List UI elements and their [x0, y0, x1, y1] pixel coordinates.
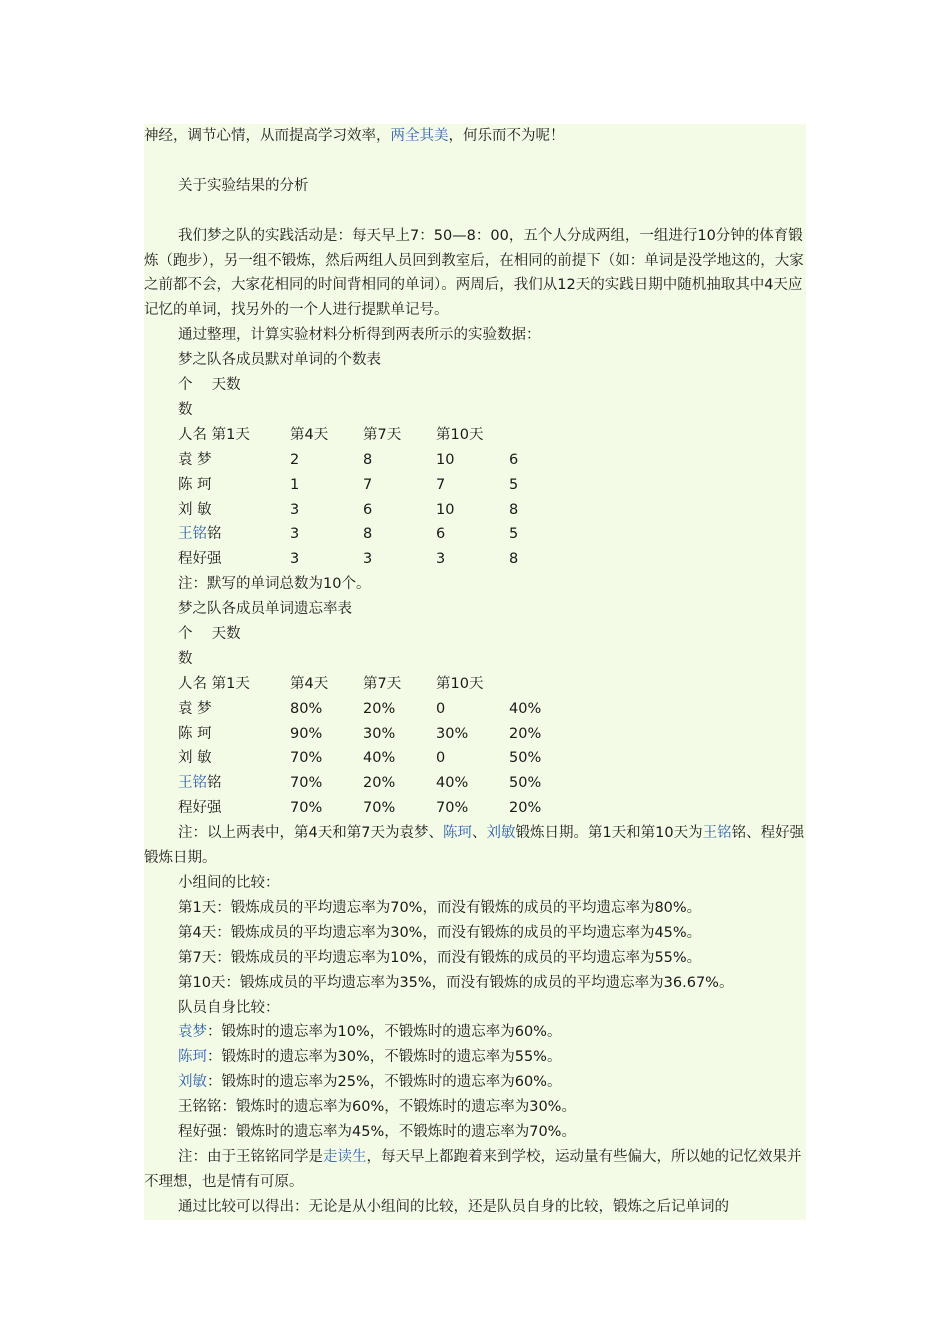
row-cell: 0 — [436, 700, 446, 717]
row-cell: 2 — [290, 451, 300, 468]
table1-header-row — [144, 423, 806, 448]
row-cell: 5 — [509, 476, 519, 493]
self-compare-line — [144, 1070, 806, 1095]
row-cell: 5 — [509, 526, 519, 543]
note-text: 、 — [471, 825, 487, 842]
row-name: 程好强 — [178, 800, 222, 817]
group-compare-line: 第1天：锻炼成员的平均遗忘率为70%，而没有锻炼的成员的平均遗忘率为80%。 — [178, 899, 702, 916]
row-cell: 8 — [363, 526, 373, 543]
group-compare-title: 小组间的比较： — [178, 874, 280, 891]
row-cell: 3 — [290, 501, 300, 518]
note-text: 锻炼日期。第1天和第10天为 — [515, 825, 703, 842]
link-wangming[interactable]: 王铭 — [702, 825, 732, 842]
table1-row — [144, 448, 806, 473]
row-cell: 30% — [363, 725, 396, 742]
link-wangming[interactable]: 王铭 — [178, 775, 207, 792]
table2-header-cell: 人名 第1天 — [178, 675, 250, 692]
table1-row — [144, 522, 806, 547]
row-cell: 40% — [436, 775, 469, 792]
note-commuter — [144, 1145, 806, 1195]
row-cell: 40% — [509, 700, 542, 717]
row-cell: 80% — [290, 700, 323, 717]
row-cell: 50% — [509, 750, 542, 767]
row-cell: 8 — [363, 451, 373, 468]
row-cell: 6 — [436, 526, 446, 543]
row-cell: 70% — [363, 800, 396, 817]
table1-corner-line1: 个 天数 — [178, 377, 241, 394]
row-cell: 6 — [509, 451, 519, 468]
row-cell: 3 — [290, 526, 300, 543]
table2-row — [144, 722, 806, 747]
table2-row — [144, 771, 806, 796]
link-wangming[interactable]: 王铭 — [178, 526, 207, 543]
self-compare-text: ：锻炼时的遗忘率为25%，不锻炼时的遗忘率为60%。 — [207, 1074, 562, 1091]
group-compare-line: 第7天：锻炼成员的平均遗忘率为10%，而没有锻炼的成员的平均遗忘率为55%。 — [178, 949, 702, 966]
table1-header-cell: 人名 第1天 — [178, 426, 250, 443]
row-cell: 70% — [290, 800, 323, 817]
table2-corner-line1: 个 天数 — [178, 626, 241, 642]
row-cell: 1 — [290, 476, 300, 493]
table2-row — [144, 796, 806, 821]
row-cell: 10 — [436, 451, 455, 468]
table1-row — [144, 498, 806, 523]
note-text: 注：由于王铭铭同学是 — [178, 1148, 323, 1165]
intro-line — [144, 124, 806, 149]
row-cell: 30% — [436, 725, 469, 742]
table2-row — [144, 697, 806, 722]
row-cell: 40% — [363, 750, 396, 767]
row-cell: 70% — [436, 800, 469, 817]
row-cell: 10 — [436, 501, 455, 518]
table1-note: 注：默写的单词总数为10个。 — [178, 576, 371, 593]
link-liangquanqimei[interactable]: 两全其美 — [390, 128, 449, 144]
table2-header-cell: 第4天 — [290, 675, 329, 692]
row-cell: 6 — [363, 501, 373, 518]
group-compare-line: 第10天：锻炼成员的平均遗忘率为35%，而没有锻炼的成员的平均遗忘率为36.67%。 — [178, 974, 734, 991]
link-liumin[interactable]: 刘敏 — [178, 1074, 207, 1091]
row-cell: 20% — [363, 700, 396, 717]
conclusion-line: 通过比较可以得出：无论是从小组间的比较，还是队员自身的比较，锻炼之后记单词的 — [178, 1198, 729, 1215]
group-compare-line: 第4天：锻炼成员的平均遗忘率为30%，而没有锻炼的成员的平均遗忘率为45%。 — [178, 924, 702, 941]
self-compare-title: 队员自身比较： — [178, 999, 280, 1016]
table1-corner-line2: 数 — [178, 401, 193, 418]
document-body — [144, 124, 806, 1220]
link-liumin[interactable]: 刘敏 — [486, 825, 516, 842]
note-text: 注：以上两表中，第4天和第7天为袁梦、 — [178, 825, 443, 842]
self-compare-line — [144, 1045, 806, 1070]
table1-header-cell: 第4天 — [290, 426, 329, 443]
link-chenke[interactable]: 陈珂 — [442, 825, 472, 842]
row-name: 陈 珂 — [178, 725, 212, 742]
row-name: 陈 珂 — [178, 476, 212, 493]
self-compare-text: ：锻炼时的遗忘率为10%，不锻炼时的遗忘率为60%。 — [207, 1024, 562, 1041]
table1-header-cell: 第7天 — [363, 426, 402, 443]
row-name: 袁 梦 — [178, 451, 212, 468]
self-compare-line: 王铭铭：锻炼时的遗忘率为60%，不锻炼时的遗忘率为30%。 — [178, 1099, 576, 1116]
table2-row — [144, 746, 806, 771]
table1-header-cell: 第10天 — [436, 426, 484, 443]
table2-header-cell: 第10天 — [436, 675, 484, 692]
link-chenke[interactable]: 陈珂 — [178, 1049, 207, 1066]
row-cell: 20% — [509, 725, 542, 742]
table1-row — [144, 473, 806, 498]
row-cell: 20% — [509, 800, 542, 817]
row-cell: 90% — [290, 725, 323, 742]
row-cell: 8 — [509, 551, 519, 568]
note-text: ，每天早上都跑着来到学校，运动量有些偏大，所以她的记忆效果并不理想，也是情有可原。 — [144, 1148, 802, 1190]
row-name: 刘 敏 — [178, 501, 212, 518]
table2-corner-line2: 数 — [178, 650, 193, 667]
table1-row — [144, 547, 806, 572]
row-cell: 70% — [290, 750, 323, 767]
row-cell: 3 — [290, 551, 300, 568]
table2-header-row — [144, 672, 806, 697]
row-cell: 0 — [436, 750, 446, 767]
self-compare-text: ：锻炼时的遗忘率为30%，不锻炼时的遗忘率为55%。 — [207, 1049, 562, 1066]
row-name — [178, 771, 290, 796]
intro-text-end: ，何乐而不为呢！ — [448, 128, 565, 144]
row-cell: 20% — [363, 775, 396, 792]
link-yuanmeng[interactable]: 袁梦 — [178, 1024, 207, 1041]
note-exercise-days — [144, 821, 806, 871]
link-zoudusheng[interactable]: 走读生 — [323, 1148, 367, 1165]
row-cell: 70% — [290, 775, 323, 792]
section-title: 关于实验结果的分析 — [178, 177, 309, 194]
table1-title: 梦之队各成员默对单词的个数表 — [178, 352, 381, 369]
note-text: 铭、程好强锻炼日期。 — [144, 825, 805, 867]
row-name-rest: 铭 — [207, 775, 222, 792]
self-compare-line — [144, 1020, 806, 1045]
row-cell: 8 — [509, 501, 519, 518]
row-name: 程好强 — [178, 551, 222, 568]
paragraph-data: 通过整理，计算实验材料分析得到两表所示的实验数据： — [178, 327, 541, 344]
table2-title: 梦之队各成员单词遗忘率表 — [178, 601, 352, 618]
self-compare-line: 程好强：锻炼时的遗忘率为45%，不锻炼时的遗忘率为70%。 — [178, 1124, 576, 1141]
row-cell: 50% — [509, 775, 542, 792]
row-name-rest: 铭 — [207, 526, 222, 543]
row-name — [178, 522, 290, 547]
paragraph-practice: 我们梦之队的实践活动是：每天早上7：50—8：00，五个人分成两组，一组进行10分钟的体育锻炼（跑步），另一组不锻炼，然后两组人员回到教室后，在相同的前提下（如：单词是没学地这的，大家之前都不会，大家花相同的时间背相同的单词）。两周后，我们从12天的实践日期中随机抽取其中4天应记忆的单词，找另外的一个人进行提默单记号。 — [144, 227, 804, 319]
row-cell: 7 — [436, 476, 446, 493]
row-cell: 3 — [436, 551, 446, 568]
table2-header-cell: 第7天 — [363, 675, 402, 692]
row-cell: 3 — [363, 551, 373, 568]
row-name: 袁 梦 — [178, 700, 212, 717]
row-name: 刘 敏 — [178, 750, 212, 767]
intro-text: 神经，调节心情，从而提高学习效率， — [144, 128, 391, 144]
row-cell: 7 — [363, 476, 373, 493]
